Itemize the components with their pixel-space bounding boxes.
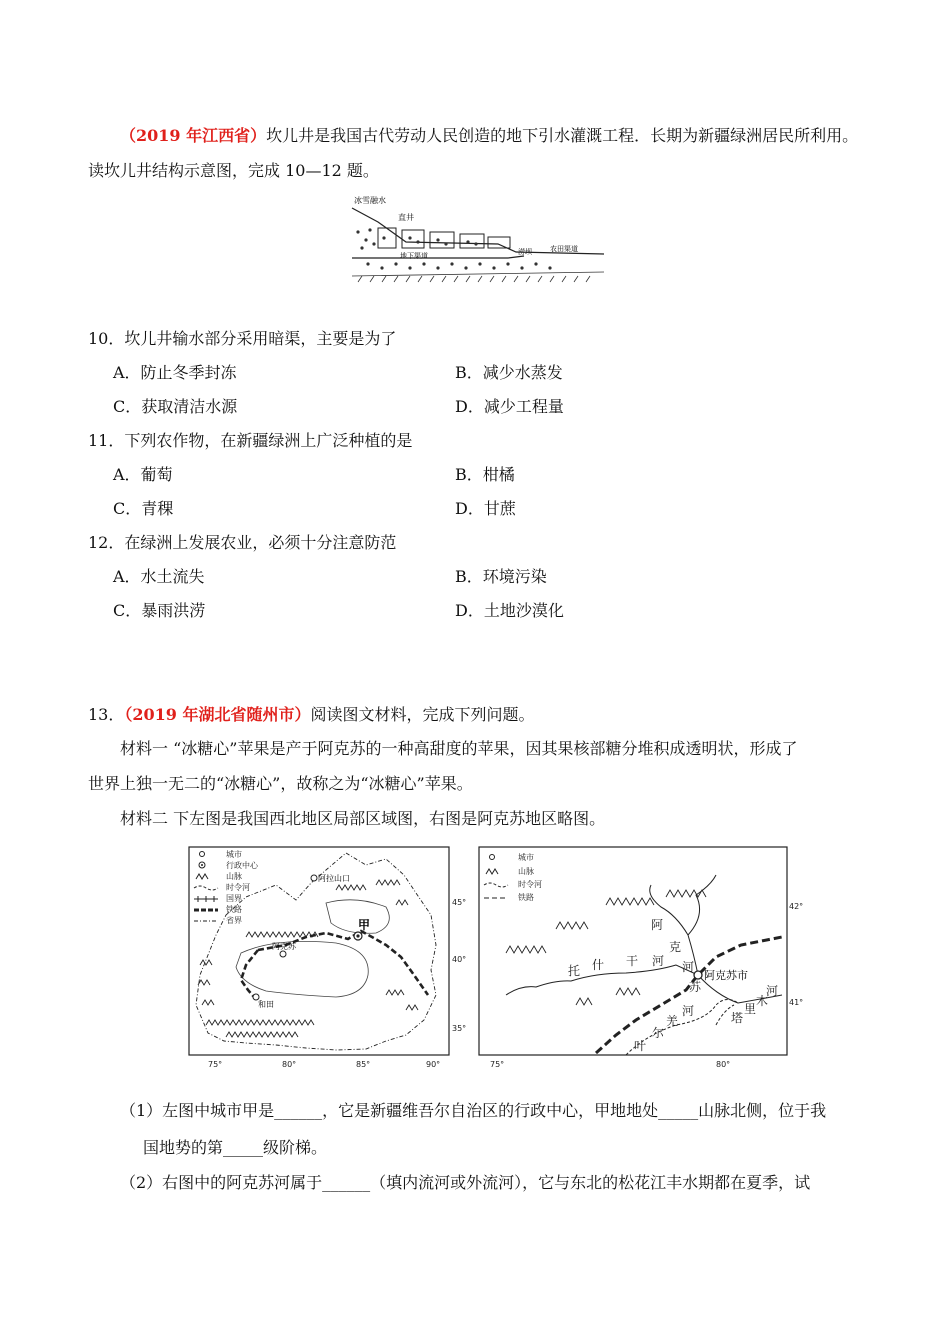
q12-option-b: B．环境污染 [455, 567, 547, 586]
city-akesu: 阿克苏 [272, 942, 296, 951]
q13-number: 13． [88, 705, 125, 724]
q12-stem: 12．在绿洲上发展农业，必须十分注意防范 [88, 533, 397, 552]
q13-material1-line2: 世界上独一无二的“冰糖心”，故称之为“冰糖心”苹果。 [88, 774, 473, 793]
q10-intro-text: 坎儿井是我国古代劳动人民创造的地下引水灌溉工程．长期为新疆绿洲居民所利用。 [266, 126, 859, 145]
river-char: 河 [682, 960, 695, 974]
q11-option-d: D．甘蔗 [455, 499, 516, 518]
city-akesu-icon [694, 971, 702, 979]
lon-80: 80° [716, 1060, 731, 1069]
legend-mountain: 山脉 [226, 872, 242, 881]
q10-source: （2019 年江西省） [120, 126, 267, 145]
kariz-diagram [348, 192, 610, 288]
river-char: 叶 [634, 1039, 647, 1053]
q12-option-c: C．暴雨洪涝 [113, 601, 206, 620]
city-alashankou-icon [311, 875, 317, 881]
bedrock-hatch [352, 272, 604, 282]
river-char: 托 [568, 964, 581, 978]
legend-seasonal-river: 时令河 [226, 883, 250, 892]
q11-option-a: A．葡萄 [113, 465, 173, 484]
q13-heading [88, 704, 535, 726]
river-char: 干 [626, 954, 639, 968]
northwest-china-map [186, 845, 467, 1073]
legend-mountain: 山脉 [518, 867, 534, 876]
lat-40: 40° [452, 955, 467, 964]
lon-90: 90° [426, 1060, 441, 1069]
q10-option-c: C．获取清洁水源 [113, 397, 238, 416]
legend-seasonal-river: 时令河 [518, 880, 542, 889]
q12-option-d: D．土地沙漠化 [455, 601, 564, 620]
river-char: 克 [669, 940, 682, 954]
q13-sub1-line2: 国地势的第_____级阶梯。 [143, 1138, 328, 1157]
legend-border: 国界 [226, 894, 242, 903]
river-char: 木 [756, 994, 769, 1008]
q13-sub1-line1: （1）左图中城市甲是______，它是新疆维吾尔自治区的行政中心，甲地地处_____山脉北侧，位于我 [120, 1101, 827, 1120]
lon-75: 75° [490, 1060, 505, 1069]
q10-intro-line2: 读坎儿井结构示意图，完成 10—12 题。 [88, 161, 379, 180]
q11-stem: 11．下列农作物，在新疆绿洲上广泛种植的是 [88, 431, 413, 450]
legend-railway: 铁路 [226, 905, 242, 914]
lon-85: 85° [356, 1060, 371, 1069]
q10-option-b: B．减少水蒸发 [455, 363, 563, 382]
q10-option-d: D．减少工程量 [455, 397, 564, 416]
label-shaft: 直井 [398, 213, 414, 222]
city-jia: 甲 [358, 918, 371, 932]
label-farm-canal: 农田渠道 [550, 245, 578, 253]
q13-lead: 阅读图文材料，完成下列问题。 [310, 705, 535, 724]
lat-45: 45° [452, 898, 467, 907]
river-char: 塔 [731, 1011, 744, 1025]
lat-35: 35° [452, 1024, 467, 1033]
river-char: 阿 [651, 918, 664, 932]
q10-intro-line1 [120, 125, 858, 147]
label-snowmelt: 冰雪融水 [354, 196, 386, 205]
legend-railway: 铁路 [518, 893, 534, 902]
legend-province: 省界 [226, 916, 242, 925]
river-char: 羌 [666, 1014, 679, 1028]
q13-source: （2019 年湖北省随州市） [124, 705, 311, 724]
q13-sub2-line1: （2）右图中的阿克苏河属于______（填内流河或外流河），它与东北的松花江丰水期都在夏季，试 [120, 1173, 811, 1192]
river-char: 什 [592, 958, 605, 972]
lon-75: 75° [208, 1060, 223, 1069]
q10-stem: 10．坎儿井输水部分采用暗渠，主要是为了 [88, 329, 397, 348]
lat-42: 42° [789, 902, 804, 911]
legend-city: 城市 [518, 853, 534, 862]
q12-option-a: A．水土流失 [113, 567, 205, 586]
river-char: 苏 [689, 980, 702, 994]
lon-80: 80° [282, 1060, 297, 1069]
vertical-shafts [378, 228, 510, 248]
label-channel: 地下渠道 [400, 252, 428, 260]
city-hetian: 和田 [258, 1000, 274, 1009]
q10-option-a: A．防止冬季封冻 [113, 363, 237, 382]
label-outlet: 涝坝 [518, 248, 532, 256]
river-char: 河 [652, 954, 665, 968]
river-char: 河 [766, 984, 779, 998]
legend-city: 城市 [226, 850, 242, 859]
river-char: 尔 [652, 1026, 665, 1040]
akesu-map [476, 845, 816, 1073]
q13-material2: 材料二 下左图是我国西北地区局部区域图，右图是阿克苏地区略图。 [120, 809, 606, 828]
legend-capital: 行政中心 [226, 861, 258, 870]
city-alashankou: 阿拉山口 [318, 874, 350, 883]
q11-option-b: B．柑橘 [455, 465, 515, 484]
river-char: 河 [682, 1004, 695, 1018]
underground-channel [352, 256, 524, 258]
city-akesu-icon [280, 951, 286, 957]
lat-41: 41° [789, 998, 804, 1007]
river-char: 里 [744, 1002, 757, 1016]
q11-option-c: C．青稞 [113, 499, 174, 518]
city-akesu-shi: 阿克苏市 [704, 969, 748, 982]
q13-material1-line1: 材料一 “冰糖心”苹果是产于阿克苏的一种高甜度的苹果，因其果核部糖分堆积成透明状，形成了 [120, 739, 798, 758]
